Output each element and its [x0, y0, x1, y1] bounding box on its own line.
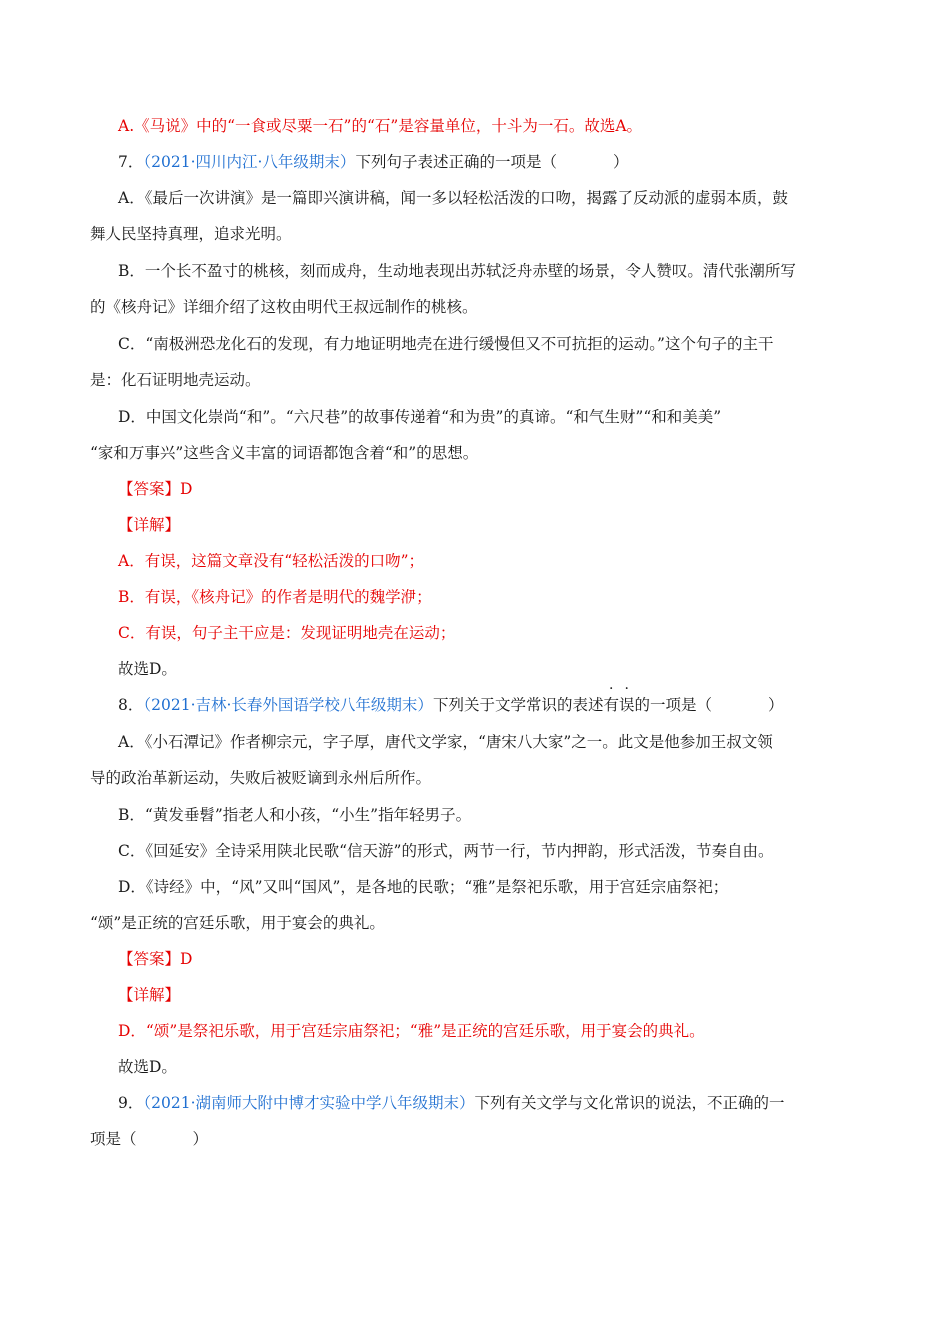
question-stem: 下列有关文学与文化常识的说法，不正确的一 [474, 1094, 785, 1112]
question-stem: 下列句子表述正确的一项是（ [355, 153, 557, 171]
question-9-line-2 [90, 1128, 950, 1150]
option-d-line-1: D．中国文化崇尚“和”。“六尺巷”的故事传递着“和为贵”的真谛。“和气生财”“和和美美” [118, 408, 722, 426]
emphasis-dot-char: 有 [603, 696, 619, 714]
question-close-paren: ） [192, 1130, 209, 1148]
option-b-line-1: B．一个长不盈寸的桃核，刻而成舟，生动地表现出苏轼泛舟赤壁的场景，令人赞叹。清代张潮所写 [118, 262, 796, 280]
option-c-line-1: C．“南极洲恐龙化石的发现，有力地证明地壳在进行缓慢但又不可抗拒的运动。”这个句子的主干 [118, 335, 774, 353]
explanation-line: B．有误，《核舟记》的作者是明代的魏学洢； [118, 588, 432, 606]
question-close-paren: ） [768, 696, 784, 714]
question-source: （2021·湖南师大附中博才实验中学八年级期末） [143, 1094, 475, 1112]
question-7-heading [118, 151, 950, 173]
question-stem-end: 的一项是（ [634, 696, 712, 714]
explanation-line: D．“颂”是祭祀乐歌，用于宫廷宗庙祭祀；“雅”是正统的宫廷乐歌，用于宴会的典礼。 [118, 1022, 705, 1040]
explanation-line: C．有误，句子主干应是：发现证明地壳在运动； [118, 624, 456, 642]
explanation-line: A．有误，这篇文章没有“轻松活泼的口吻”； [118, 552, 425, 570]
answer-explanation-q6: A.《马说》中的“一食或尽粟一石”的“石”是容量单位，十斗为一石。故选A。 [118, 117, 643, 135]
answer-line [118, 948, 950, 970]
option-b-line-1: B．“黄发垂髫”指老人和小孩，“小生”指年轻男子。 [118, 806, 472, 824]
emphasis-dot-char: 误 [618, 696, 635, 714]
option-a-line-2: 舞人民坚持真理，追求光明。 [90, 225, 292, 243]
option-a-line-1: A．《小石潭记》作者柳宗元，字子厚，唐代文学家，“唐宋八大家”之一。此文是他参加王叔文领 [118, 733, 773, 751]
option-c-line-1: C．《回延安》全诗采用陕北民歌“信天游”的形式，两节一行，节内押韵，形式活泼，节奏自由。 [118, 842, 774, 860]
explanation-conclusion: 故选D。 [118, 660, 177, 678]
option-a-line-2: 导的政治革新运动，失败后被贬谪到永州后所作。 [90, 769, 432, 787]
explanation-conclusion: 故选D。 [118, 1058, 177, 1076]
option-d-line-1: D．《诗经》中，“风”又叫“国风”，是各地的民歌；“雅”是祭祀乐歌，用于宫廷宗庙祭祀； [118, 878, 729, 896]
question-source: （2021·四川内江·八年级期末） [143, 153, 356, 171]
question-8-heading [118, 694, 950, 716]
question-number: 9． [118, 1094, 144, 1112]
question-number: 7． [118, 153, 144, 171]
option-c-line-2: 是：化石证明地壳运动。 [90, 371, 261, 389]
question-source: （2021·吉林·长春外国语学校八年级期末） [143, 696, 433, 714]
question-stem-end: 项是（ [90, 1130, 137, 1148]
answer-tag: 【答案】 [118, 950, 181, 968]
option-b-line-2: 的《核舟记》详细介绍了这枚由明代王叔远制作的桃核。 [90, 298, 478, 316]
answer-value: D [180, 950, 193, 968]
option-a-line-1: A．《最后一次讲演》是一篇即兴演讲稿，闻一多以轻松活泼的口吻，揭露了反动派的虚弱本质，鼓 [118, 189, 788, 207]
answer-line [118, 478, 950, 500]
explanation-tag: 【详解】 [118, 986, 181, 1004]
explanation-tag: 【详解】 [118, 516, 181, 534]
answer-value: D [180, 480, 193, 498]
option-d-line-2: “颂”是正统的宫廷乐歌，用于宴会的典礼。 [90, 914, 385, 932]
answer-tag: 【答案】 [118, 480, 181, 498]
question-close-paren: ） [612, 153, 629, 171]
question-stem: 下列关于文学常识的表述 [432, 696, 604, 714]
question-number: 8． [118, 696, 144, 714]
question-9-heading [118, 1092, 950, 1114]
option-d-line-2: “家和万事兴”这些含义丰富的词语都饱含着“和”的思想。 [90, 444, 479, 462]
